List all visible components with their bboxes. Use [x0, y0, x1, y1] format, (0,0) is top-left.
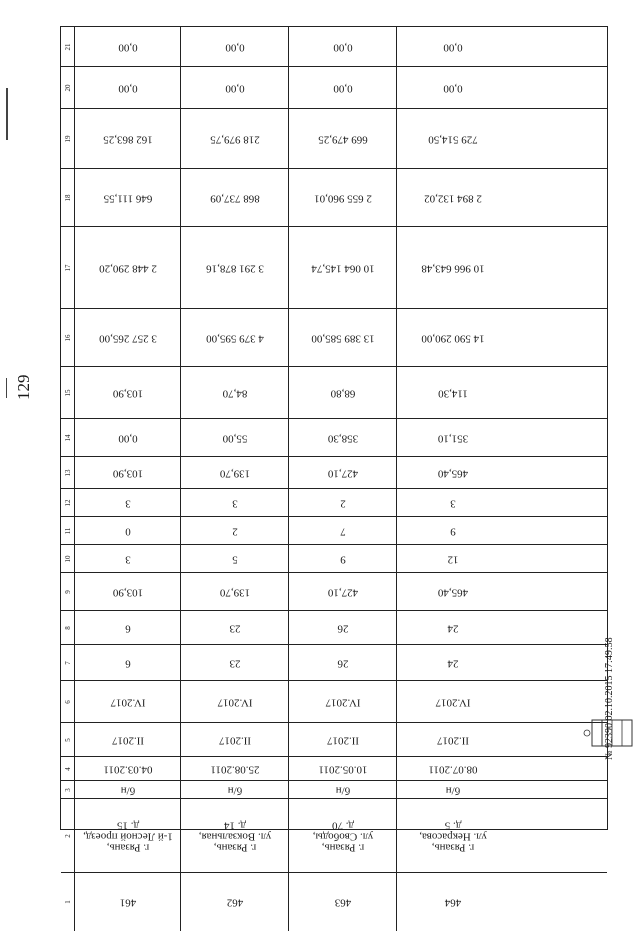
table-cell-value: II.2017: [111, 734, 144, 746]
column-index: [61, 227, 75, 308]
table-cell-value: 23: [229, 657, 240, 669]
table-cell: [397, 545, 509, 572]
table-cell: [397, 309, 509, 366]
table-cell: [181, 645, 289, 680]
table-cell-value: 55,00: [222, 432, 247, 444]
table-cell-value: 464: [444, 896, 462, 909]
table-row: [61, 517, 607, 545]
table-cell: [397, 517, 509, 544]
table-row: [61, 489, 607, 517]
table-cell: [289, 681, 397, 722]
table-cell: [397, 367, 509, 418]
table-cell: [75, 573, 181, 610]
table-cell: [289, 573, 397, 610]
table-cell: [181, 517, 289, 544]
table-cell-value: 3 257 265,00: [98, 332, 157, 344]
table-cell: [289, 781, 397, 798]
table-cell: [289, 489, 397, 516]
table-cell-value: 10.05.2011: [317, 763, 368, 775]
table-cell: [75, 109, 181, 168]
table-cell-value: II.2017: [218, 734, 251, 746]
column-index-label: 8: [63, 625, 72, 630]
table-cell-value: 2: [231, 525, 238, 537]
table-cell-value: IV.2017: [435, 696, 471, 708]
table-row: [61, 723, 607, 757]
table-cell-value: 162 863,25: [102, 133, 153, 145]
table-cell-value: 08.07.2011: [428, 763, 478, 775]
table-cell-value: 25.08.2011: [209, 763, 260, 775]
table-cell: [75, 757, 181, 780]
table-cell-value: 461: [119, 896, 136, 909]
table-cell: [289, 873, 397, 931]
table-cell-value: 351,10: [437, 432, 469, 444]
table-cell: [75, 169, 181, 226]
table-cell: [289, 367, 397, 418]
table-cell: [75, 517, 181, 544]
column-index: [61, 27, 75, 66]
table-cell-value: 3 291 878,16: [205, 262, 264, 274]
column-index-label: 5: [63, 737, 72, 742]
table-cell-value: 7: [339, 525, 346, 537]
table-cell: [397, 109, 509, 168]
table-cell: [181, 799, 289, 872]
table-cell-value: 24: [447, 657, 459, 669]
table-cell-value: 10 064 145,74: [310, 262, 375, 274]
table-row: [61, 681, 607, 723]
table-cell: [181, 545, 289, 572]
column-index: [61, 545, 75, 572]
table-cell: [397, 611, 509, 644]
table-cell-value: 0: [124, 525, 131, 537]
column-index-label: 2: [63, 833, 72, 838]
table-row: [61, 545, 607, 573]
table-cell-value: 9: [450, 525, 456, 537]
table-cell-value: 669 479,25: [317, 133, 368, 145]
table-cell-value: 12: [447, 553, 459, 565]
table-cell-value: 13 389 585,00: [310, 332, 375, 344]
table-row: [61, 227, 607, 309]
table-cell: [75, 227, 181, 308]
column-index: [61, 169, 75, 226]
table-cell-value: 139,70: [219, 467, 250, 479]
page-number: 129: [14, 374, 33, 400]
column-index-label: 9: [63, 589, 72, 594]
table-cell-value: 2 448 290,20: [98, 262, 157, 274]
column-index: [61, 489, 75, 516]
table-row: [61, 799, 607, 873]
scan-edge-mark: [6, 378, 7, 398]
table-cell: [75, 419, 181, 456]
table-cell: [75, 27, 181, 66]
table-cell-value: 9: [339, 553, 346, 565]
column-index-label: 16: [63, 334, 72, 341]
table-cell: [397, 169, 509, 226]
table-cell-value: IV.2017: [110, 696, 145, 708]
table-cell-value: б/н: [445, 784, 461, 796]
table-cell: [289, 419, 397, 456]
column-index-label: 21: [63, 43, 72, 50]
table-cell-value: 24: [447, 622, 459, 634]
table-cell-value: 103,90: [112, 387, 143, 399]
table-cell: [397, 873, 509, 931]
table-cell: [75, 723, 181, 756]
table-cell-value: 3: [450, 497, 456, 509]
table-cell-value: 5: [231, 553, 238, 565]
table-cell: [75, 645, 181, 680]
table-cell: [397, 457, 509, 488]
column-index: [61, 757, 75, 780]
table-cell: [397, 645, 509, 680]
column-index-label: 14: [63, 434, 72, 441]
table-cell: [289, 611, 397, 644]
table-cell-value: 0,00: [224, 41, 245, 53]
table-cell: [397, 723, 509, 756]
table-cell: [181, 489, 289, 516]
table-row: [61, 645, 607, 681]
table-cell-value: 114,30: [438, 387, 468, 399]
table-cell: [289, 227, 397, 308]
table-row: [61, 67, 607, 109]
table-cell: [289, 309, 397, 366]
table-cell: [397, 757, 509, 780]
table-cell: [181, 781, 289, 798]
table-row: [61, 367, 607, 419]
table-cell-value: 6: [124, 622, 131, 634]
table-cell-value: 23: [229, 622, 240, 634]
table-row: [61, 611, 607, 645]
table-cell-value: 84,70: [222, 387, 247, 399]
column-index-label: 13: [63, 469, 72, 476]
table-cell: [75, 67, 181, 108]
table-cell-value: 0,00: [117, 82, 138, 94]
table-cell: [181, 723, 289, 756]
table-cell-value: 14 590 290,00: [421, 332, 485, 344]
table-cell: [181, 227, 289, 308]
table-cell: [181, 309, 289, 366]
table-cell: [75, 457, 181, 488]
column-index: [61, 517, 75, 544]
table-cell: [289, 67, 397, 108]
column-index: [61, 67, 75, 108]
table-cell: [75, 367, 181, 418]
table-cell: [397, 67, 509, 108]
table-cell: [181, 367, 289, 418]
table-cell: [397, 419, 509, 456]
table-cell-value: 427,10: [327, 586, 358, 598]
table-cell: [181, 611, 289, 644]
table-cell: [397, 781, 509, 798]
column-index-label: 1: [63, 900, 72, 904]
table-cell-value: 103,90: [112, 467, 143, 479]
table-cell-value: 3: [231, 497, 238, 509]
scan-edge-mark: [6, 88, 8, 140]
table-cell: [75, 799, 181, 872]
column-index-label: 12: [63, 499, 72, 506]
table-row: [61, 873, 607, 931]
column-index: [61, 645, 75, 680]
column-index: [61, 873, 75, 931]
column-index: [61, 309, 75, 366]
table-row: [61, 109, 607, 169]
table-cell: [289, 757, 397, 780]
table-cell-value: 868 737,09: [209, 192, 260, 204]
table-cell: [75, 781, 181, 798]
table-cell: [75, 489, 181, 516]
table-cell: [397, 27, 509, 66]
table-cell: [289, 545, 397, 572]
table-cell: [75, 873, 181, 931]
table-cell-value: IV.2017: [217, 696, 252, 708]
table-cell-value: 2: [339, 497, 346, 509]
column-index-label: 17: [63, 264, 72, 271]
table-cell-value: 103,90: [112, 586, 143, 598]
column-index: [61, 457, 75, 488]
table-cell: [181, 681, 289, 722]
table-row: [61, 781, 607, 799]
table-cell: [289, 645, 397, 680]
column-index: [61, 573, 75, 610]
table-cell-value: 0,00: [443, 82, 463, 94]
table-cell: [181, 457, 289, 488]
table-cell-value: 4 379 595,00: [205, 332, 264, 344]
column-index-label: 3: [63, 787, 72, 792]
table-cell: [397, 489, 509, 516]
table-cell-value: II.2017: [436, 734, 470, 746]
table-cell: [181, 419, 289, 456]
table-cell-value: 04.03.2011: [102, 763, 153, 775]
table-cell-value: г. Рязань, ул. Свободы, д. 70: [312, 819, 373, 853]
table-cell: [397, 573, 509, 610]
table-cell-value: б/н: [120, 784, 135, 796]
table-cell: [397, 227, 509, 308]
column-index: [61, 681, 75, 722]
table-cell-value: 10 966 643,48: [421, 262, 485, 274]
table-cell: [181, 873, 289, 931]
table-cell-value: 218 979,75: [209, 133, 260, 145]
registration-stamp: № 92390 02.10.2015 17:49:58: [604, 637, 615, 760]
table-row: [61, 457, 607, 489]
table-cell: [181, 757, 289, 780]
table-cell-value: г. Рязань, ул. Некрасова, д. 5: [419, 819, 487, 853]
column-index-label: 15: [63, 389, 72, 396]
table-cell-value: II.2017: [326, 734, 359, 746]
column-index-label: 18: [63, 194, 72, 201]
table-cell: [397, 681, 509, 722]
column-index: [61, 367, 75, 418]
table-row: [61, 573, 607, 611]
column-index: [61, 799, 75, 872]
table-cell: [181, 573, 289, 610]
table-cell-value: 68,80: [330, 387, 355, 399]
table-cell-value: IV.2017: [325, 696, 360, 708]
table-row: [61, 419, 607, 457]
table-cell: [181, 169, 289, 226]
table-cell-value: 463: [334, 896, 351, 909]
table-cell-value: 465,40: [437, 586, 469, 598]
table-cell: [75, 309, 181, 366]
table-cell-value: б/н: [335, 784, 350, 796]
table-cell-value: 2 894 132,02: [424, 192, 482, 204]
table-cell: [75, 545, 181, 572]
table-cell-value: 0,00: [332, 82, 353, 94]
column-index: [61, 781, 75, 798]
table-cell-value: г. Рязань, ул. Вокзальная, д. 14: [198, 819, 271, 853]
column-index-label: 20: [63, 84, 72, 91]
table-cell-value: 3: [124, 553, 131, 565]
table-cell-value: 646 111,55: [103, 192, 152, 204]
table-cell-value: 2 655 960,01: [313, 192, 372, 204]
table-cell-value: 0,00: [117, 432, 138, 444]
table-cell-value: 0,00: [332, 41, 353, 53]
table-cell: [181, 109, 289, 168]
column-index: [61, 419, 75, 456]
table-cell: [75, 611, 181, 644]
table-row: [61, 309, 607, 367]
column-index-label: 19: [63, 135, 72, 142]
table-cell-value: 6: [124, 657, 131, 669]
table-cell: [289, 799, 397, 872]
table-cell: [181, 67, 289, 108]
table-cell: [289, 169, 397, 226]
table-cell-value: 462: [226, 896, 243, 909]
table-row: [61, 27, 607, 67]
table-cell: [289, 27, 397, 66]
table-cell-value: 0,00: [117, 41, 138, 53]
table-cell: [289, 457, 397, 488]
table-cell-value: 26: [337, 657, 348, 669]
table-cell: [289, 109, 397, 168]
column-index-label: 7: [63, 660, 72, 665]
column-index-label: 4: [63, 766, 72, 771]
column-index-label: 6: [63, 699, 72, 704]
column-index-label: 10: [63, 555, 72, 562]
table-cell-value: б/н: [227, 784, 242, 796]
table-cell-value: 358,30: [327, 432, 358, 444]
column-index: [61, 611, 75, 644]
table-cell: [289, 517, 397, 544]
table-cell-value: 427,10: [327, 467, 358, 479]
table-cell-value: 3: [124, 497, 131, 509]
table-cell-value: 139,70: [219, 586, 250, 598]
table-cell-value: 729 514,50: [428, 133, 478, 145]
table-cell-value: 465,40: [437, 467, 469, 479]
table-cell-value: 0,00: [224, 82, 245, 94]
data-table: [60, 26, 608, 909]
table-cell-value: г. Рязань, 1-й Лесной проезд, д. 15: [82, 819, 173, 853]
table-cell-value: 26: [337, 622, 348, 634]
table-cell: [289, 723, 397, 756]
table-cell: [75, 681, 181, 722]
column-index: [61, 109, 75, 168]
table-row: [61, 757, 607, 781]
column-index: [61, 723, 75, 756]
table-cell-value: 0,00: [443, 41, 463, 53]
column-index-label: 11: [63, 527, 72, 534]
table-row: [61, 169, 607, 227]
table-cell: [181, 27, 289, 66]
table-cell: [397, 799, 509, 872]
